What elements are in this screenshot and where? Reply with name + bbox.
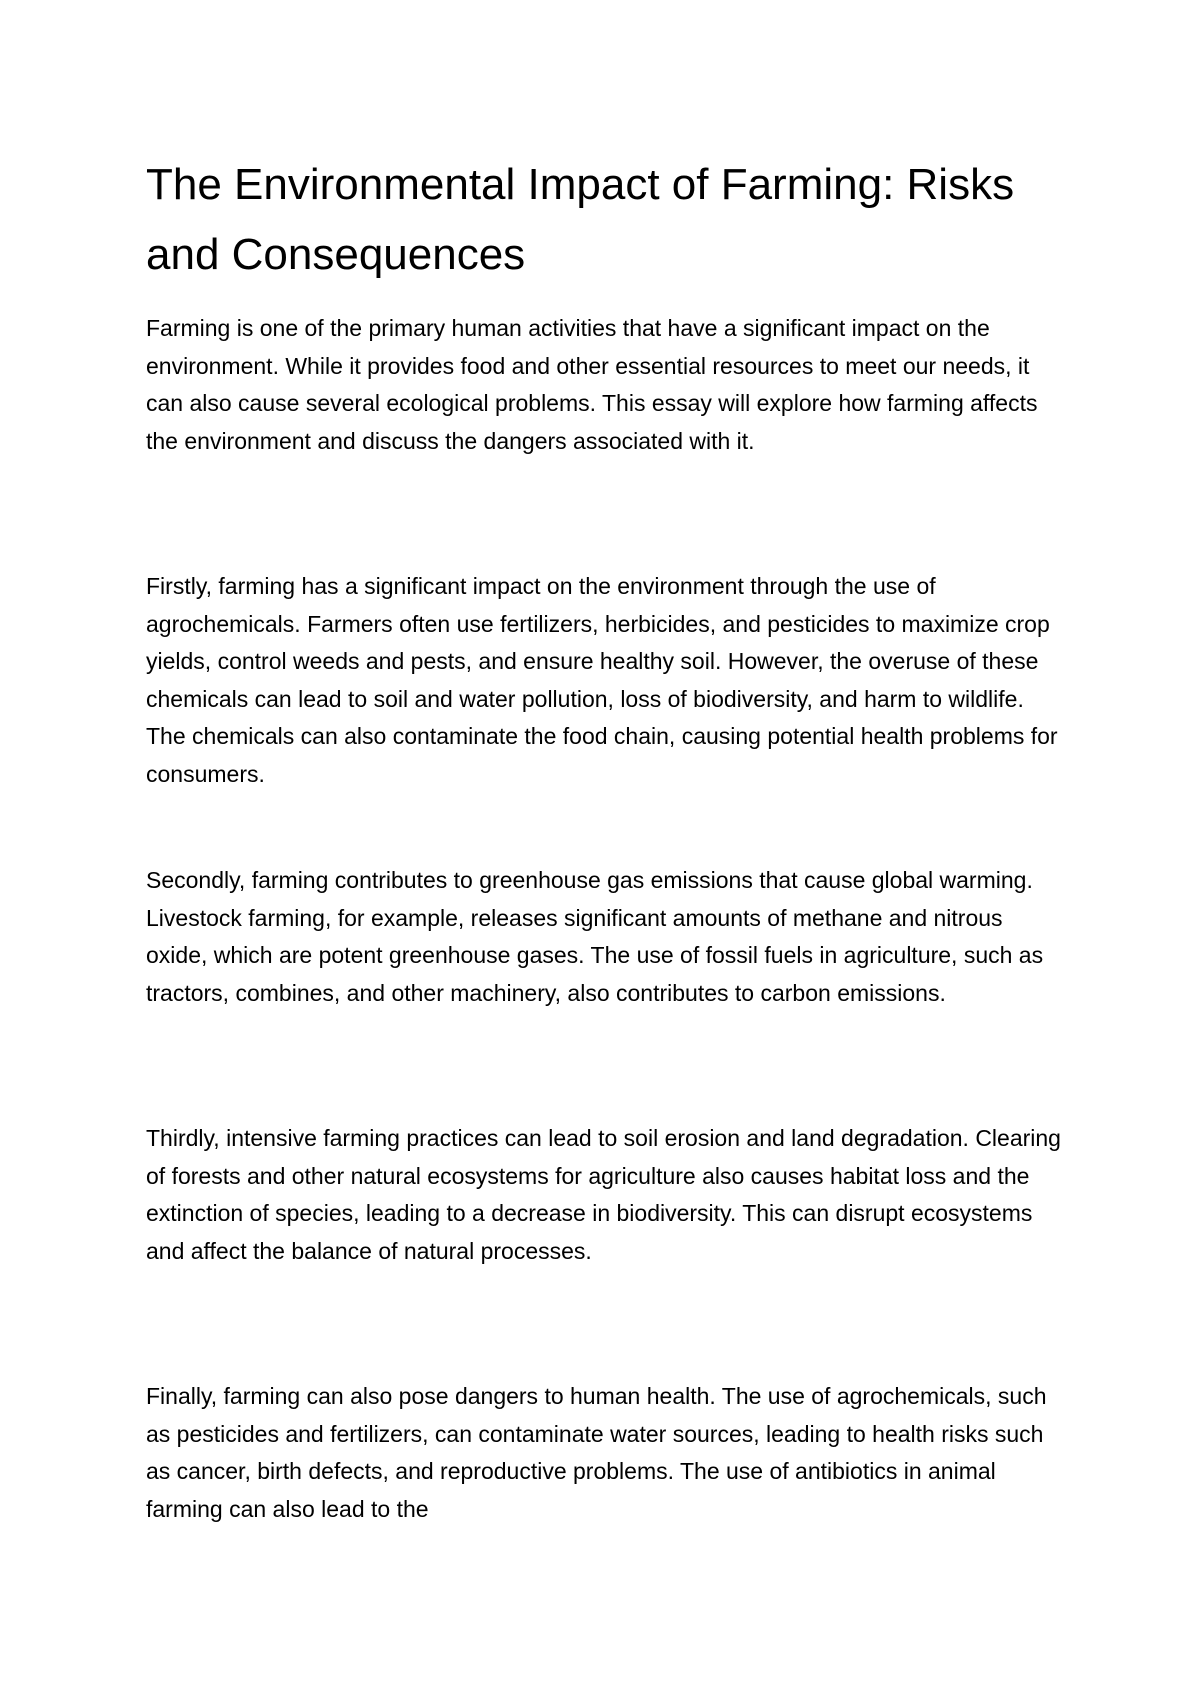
document-title: The Environmental Impact of Farming: Risks and Consequences (146, 160, 1015, 279)
paragraph-introduction: Farming is one of the primary human activities that have a significant impact on the environment. While it provides food and other essential resources to meet our needs, it can also cause several ecological problems. This essay will explore how farming affects the environment and discuss the dangers associated with it. (146, 315, 1038, 454)
paragraph-soil-erosion: Thirdly, intensive farming practices can lead to soil erosion and land degradation. Clearing of forests and other natural ecosystems for agriculture also causes habitat loss and the extinction of species, leading to a decrease in biodiversity. This can disrupt ecosystems and affect the balance of natural processes. (146, 1125, 1061, 1264)
paragraph-greenhouse-gases: Secondly, farming contributes to greenhouse gas emissions that cause global warming. Livestock farming, for example, releases significant amounts of methane and nitrous oxide, which are potent greenhouse gases. The use of fossil fuels in agriculture, such as tractors, combines, and other machinery, also contributes to carbon emissions. (146, 867, 1044, 1006)
paragraph-agrochemicals: Firstly, farming has a significant impact on the environment through the use of agrochemicals. Farmers often use fertilizers, herbicides, and pesticides to maximize crop yields, control weeds and pests, and ensure healthy soil. However, the overuse of these chemicals can lead to soil and water pollution, loss of biodiversity, and harm to wildlife. The chemicals can also contaminate the food chain, causing potential health problems for consumers. (146, 573, 1058, 787)
paragraph-human-health: Finally, farming can also pose dangers to human health. The use of agrochemicals, such as pesticides and fertilizers, can contaminate water sources, leading to health risks such as cancer, birth defects, and reproductive problems. The use of antibiotics in animal farming can also lead to the (146, 1383, 1047, 1522)
